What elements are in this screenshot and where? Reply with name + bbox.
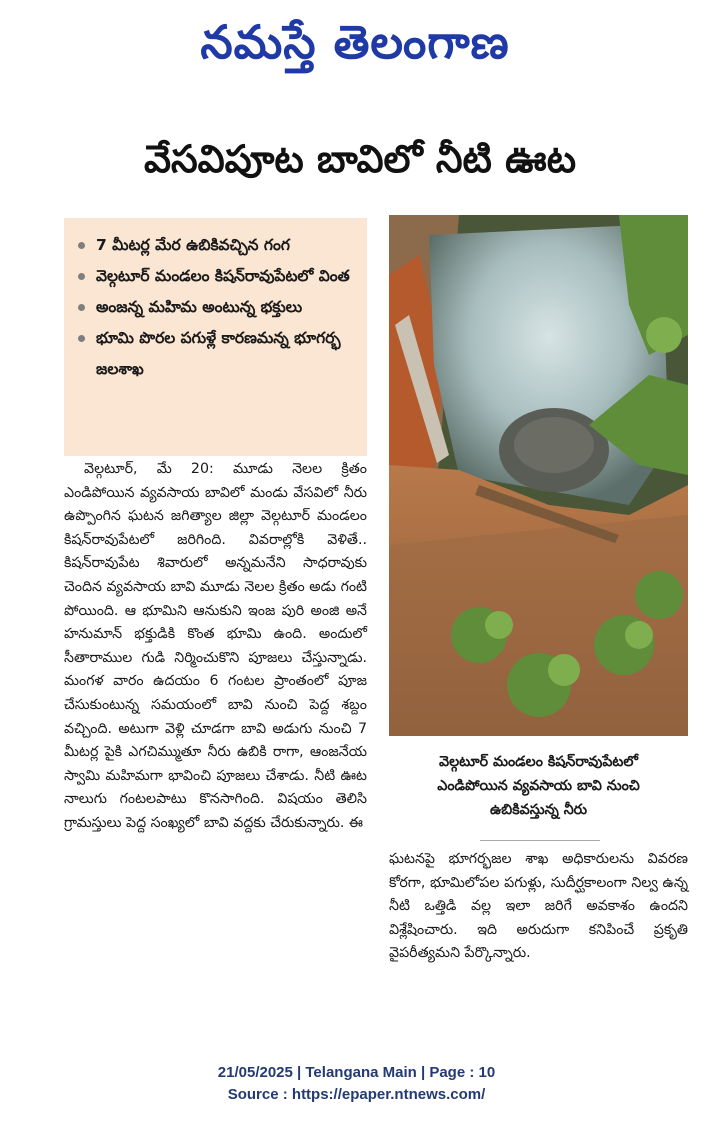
footer-date-page: 21/05/2025 | Telangana Main | Page : 10 [217, 1064, 496, 1081]
footer-source-link[interactable]: Source : https://epaper.ntnews.com/ [227, 1086, 486, 1103]
headline: వేసవిపూట బావిలో నీటి ఊట [143, 137, 577, 181]
article-body-right [389, 848, 688, 966]
highlight-item: 7 మీటర్ల మేర ఉబికివచ్చిన గంగ [76, 230, 359, 261]
photo-caption [389, 740, 688, 832]
caption-line: ఉబికివస్తున్న నీరు [489, 802, 588, 818]
footer [0, 1062, 713, 1106]
bullet-icon [78, 304, 85, 311]
news-photo [389, 215, 688, 736]
bullet-icon [78, 335, 85, 342]
caption-line: ఎండిపోయిన వ్యవసాయ బావి నుంచి [437, 778, 640, 794]
article-paragraph: ఘటనపై భూగర్భజల శాఖ అధికారులను వివరణ కోరగా, భూమిలోపల పగుళ్లు, సుదీర్ఘకాలంగా నిల్వ ఉన్న నీటి ఒత్తిడి వల్ల ఇలా జరిగే అవకాశం ఉందని విశ్లేషించారు. ఇది అరుదుగా కనిపించే ప్రకృతి వైపరీత్యమని పేర్కొన్నారు. [389, 851, 688, 962]
caption-line: వెల్గటూర్‌ మండలం కిషన్‌రావుపేటలో [439, 754, 638, 770]
caption-divider [480, 840, 600, 841]
article-body-left [64, 458, 367, 836]
masthead-title: నమస్తే తెలంగాణ [200, 15, 510, 69]
highlight-item: వెల్గటూర్‌ మండలం కిషన్‌రావుపేటలో వింత [76, 261, 359, 292]
highlight-item: అంజన్న మహిమ అంటున్న భక్తులు [76, 292, 359, 323]
well-water-photo-icon [389, 215, 688, 736]
bullet-icon [78, 242, 85, 249]
highlights-box [64, 218, 367, 456]
masthead-logo [150, 8, 560, 88]
article-paragraph: వెల్గటూర్‌, మే 20: మూడు నెలల క్రితం ఎండిపోయిన వ్యవసాయ బావిలో మండు వేసవిలో నీరు ఉప్పొంగిన ఘటన జగిత్యాల జిల్లా వెల్గటూర్‌ మండలం కిషన్‌రావుపేటలో జరిగింది. వివరాల్లోకి వెళితే.. కిషన్‌రావుపేట శివారులో అన్నమనేని సాధరావుకు చెందిన వ్యవసాయ బావి మూడు నెలల క్రితం అడు గంటి పోయింది. ఆ భూమిని ఆనుకుని ఇంజ పురి అంజి అనే హనుమాన్‌ భక్తుడికి కొంత భూమి ఉంది. అందులో సీతారాముల గుడి నిర్మించుకొని పూజలు చేస్తున్నాడు. మంగళ వారం ఉదయం 6 గంటల ప్రాంతంలో పూజ చేసుకుంటున్న సమయంలో బావి నుంచి పెద్ద శబ్దం వచ్చింది. అటుగా వెళ్లి చూడగా బావి అడుగు నుంచి 7 మీటర్ల పైకి ఎగచిమ్ముతూ నీరు ఉబికి రాగా, ఆంజనేయ స్వామి మహిమగా భావించి పూజలు చేశాడు. నీటి ఊట నాలుగు గంటలపాటు కొనసాగింది. విషయం తెలిసి గ్రామస్తులు పెద్ద సంఖ్యలో బావి వద్దకు చేరుకున్నారు. ఈ [64, 461, 367, 831]
bullet-icon [78, 273, 85, 280]
highlight-item: భూమి పొరల పగుళ్లే కారణమన్న భూగర్భ జలశాఖ [76, 323, 359, 385]
